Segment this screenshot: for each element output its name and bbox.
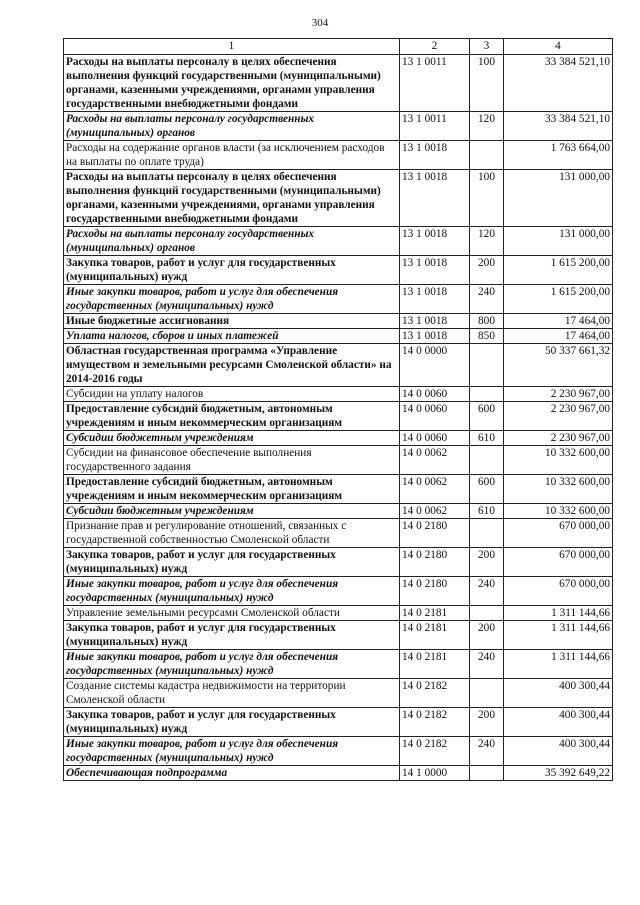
column-header: 3	[470, 39, 504, 55]
expense-type-cell: 610	[470, 431, 504, 446]
expense-name-cell: Областная государственная программа «Управление имуществом и земельными ресурсами Смоленской области» на 2014-2016 годы	[64, 344, 400, 387]
column-header: 2	[400, 39, 470, 55]
expense-type-cell: 100	[470, 170, 504, 227]
column-header: 4	[504, 39, 613, 55]
amount-cell: 10 332 600,00	[504, 504, 613, 519]
table-row	[64, 387, 613, 402]
expense-name-cell: Расходы на выплаты персоналу в целях обеспечения выполнения функций государственными (муниципальными) органами, казенными учреждениями, органами управления государственными внебюджетными фондами	[64, 170, 400, 227]
expense-name-cell: Расходы на выплаты персоналу в целях обеспечения выполнения функций государственными (муниципальными) органами, казенными учреждениями, органами управления государственными внебюджетными фондами	[64, 55, 400, 112]
amount-cell: 1 615 200,00	[504, 256, 613, 285]
target-code-cell: 14 0 2180	[400, 519, 470, 548]
amount-cell: 670 000,00	[504, 548, 613, 577]
table-row	[64, 621, 613, 650]
expense-name-cell: Уплата налогов, сборов и иных платежей	[64, 329, 400, 344]
page-number: 304	[311, 17, 329, 29]
target-code-cell: 13 1 0018	[400, 285, 470, 314]
target-code-cell: 13 1 0018	[400, 227, 470, 256]
table-row	[64, 431, 613, 446]
expense-type-cell: 200	[470, 548, 504, 577]
expense-type-cell: 850	[470, 329, 504, 344]
expense-name-cell: Управление земельными ресурсами Смоленской области	[64, 606, 400, 621]
amount-cell: 131 000,00	[504, 227, 613, 256]
table-row	[64, 141, 613, 170]
table-row	[64, 314, 613, 329]
expense-name-cell: Иные закупки товаров, работ и услуг для обеспечения государственных (муниципальных) нужд	[64, 650, 400, 679]
table-row	[64, 344, 613, 387]
target-code-cell: 13 1 0018	[400, 256, 470, 285]
target-code-cell: 14 1 0000	[400, 766, 470, 781]
amount-cell: 1 311 144,66	[504, 621, 613, 650]
table-row	[64, 475, 613, 504]
expense-type-cell: 240	[470, 737, 504, 766]
amount-cell: 50 337 661,32	[504, 344, 613, 387]
target-code-cell: 14 0 0062	[400, 504, 470, 519]
expense-name-cell: Создание системы кадастра недвижимости на территории Смоленской области	[64, 679, 400, 708]
amount-cell: 17 464,00	[504, 329, 613, 344]
expense-name-cell: Обеспечивающая подпрограмма	[64, 766, 400, 781]
amount-cell: 1 311 144,66	[504, 650, 613, 679]
expense-type-cell: 800	[470, 314, 504, 329]
amount-cell: 33 384 521,10	[504, 55, 613, 112]
target-code-cell: 14 0 0062	[400, 475, 470, 504]
expense-name-cell: Расходы на выплаты персоналу государственных (муниципальных) органов	[64, 112, 400, 141]
expense-type-cell: 100	[470, 55, 504, 112]
table-row	[64, 519, 613, 548]
table-header-row	[64, 39, 613, 55]
table-row	[64, 285, 613, 314]
target-code-cell: 13 1 0018	[400, 314, 470, 329]
expense-type-cell: 120	[470, 112, 504, 141]
amount-cell: 400 300,44	[504, 708, 613, 737]
amount-cell: 10 332 600,00	[504, 475, 613, 504]
table-row	[64, 679, 613, 708]
amount-cell: 400 300,44	[504, 737, 613, 766]
expense-name-cell: Иные бюджетные ассигнования	[64, 314, 400, 329]
target-code-cell: 14 0 0062	[400, 446, 470, 475]
target-code-cell: 14 0 2181	[400, 621, 470, 650]
amount-cell: 2 230 967,00	[504, 402, 613, 431]
expense-type-cell: 610	[470, 504, 504, 519]
expense-type-cell	[470, 344, 504, 387]
table-row	[64, 227, 613, 256]
target-code-cell: 14 0 2181	[400, 650, 470, 679]
expense-name-cell: Расходы на содержание органов власти (за исключением расходов на выплаты по оплате труда)	[64, 141, 400, 170]
amount-cell: 2 230 967,00	[504, 431, 613, 446]
expense-type-cell	[470, 606, 504, 621]
table-row	[64, 708, 613, 737]
expense-type-cell: 200	[470, 621, 504, 650]
expense-type-cell	[470, 387, 504, 402]
expense-type-cell: 240	[470, 285, 504, 314]
expense-name-cell: Признание прав и регулирование отношений, связанных с государственной собственностью Смоленской области	[64, 519, 400, 548]
expense-name-cell: Закупка товаров, работ и услуг для государственных (муниципальных) нужд	[64, 548, 400, 577]
target-code-cell: 14 0 2182	[400, 708, 470, 737]
amount-cell: 33 384 521,10	[504, 112, 613, 141]
expense-type-cell	[470, 141, 504, 170]
expense-name-cell: Субсидии бюджетным учреждениям	[64, 431, 400, 446]
table-row	[64, 737, 613, 766]
amount-cell: 1 763 664,00	[504, 141, 613, 170]
target-code-cell: 14 0 2182	[400, 737, 470, 766]
target-code-cell: 13 1 0011	[400, 112, 470, 141]
expense-type-cell: 600	[470, 402, 504, 431]
amount-cell: 1 615 200,00	[504, 285, 613, 314]
target-code-cell: 13 1 0018	[400, 141, 470, 170]
target-code-cell: 14 0 2180	[400, 548, 470, 577]
expense-name-cell: Иные закупки товаров, работ и услуг для обеспечения государственных (муниципальных) нужд	[64, 577, 400, 606]
table-row	[64, 606, 613, 621]
target-code-cell: 13 1 0018	[400, 170, 470, 227]
target-code-cell: 14 0 0060	[400, 402, 470, 431]
table-row	[64, 577, 613, 606]
expense-type-cell	[470, 519, 504, 548]
expense-name-cell: Субсидии на уплату налогов	[64, 387, 400, 402]
amount-cell: 17 464,00	[504, 314, 613, 329]
amount-cell: 400 300,44	[504, 679, 613, 708]
target-code-cell: 14 0 0060	[400, 387, 470, 402]
expense-name-cell: Иные закупки товаров, работ и услуг для обеспечения государственных (муниципальных) нужд	[64, 737, 400, 766]
table-row	[64, 55, 613, 112]
expense-type-cell: 600	[470, 475, 504, 504]
table-row	[64, 170, 613, 227]
table-row	[64, 504, 613, 519]
column-header: 1	[64, 39, 400, 55]
expense-type-cell: 240	[470, 650, 504, 679]
expense-type-cell: 200	[470, 708, 504, 737]
table-row	[64, 402, 613, 431]
target-code-cell: 14 0 0060	[400, 431, 470, 446]
expense-name-cell: Субсидии бюджетным учреждениям	[64, 504, 400, 519]
amount-cell: 1 311 144,66	[504, 606, 613, 621]
expense-type-cell: 120	[470, 227, 504, 256]
expense-name-cell: Закупка товаров, работ и услуг для государственных (муниципальных) нужд	[64, 256, 400, 285]
expense-name-cell: Предоставление субсидий бюджетным, автономным учреждениям и иным некоммерческим организациям	[64, 475, 400, 504]
amount-cell: 670 000,00	[504, 519, 613, 548]
table-row	[64, 256, 613, 285]
target-code-cell: 14 0 0000	[400, 344, 470, 387]
table-row	[64, 650, 613, 679]
target-code-cell: 14 0 2182	[400, 679, 470, 708]
expense-type-cell	[470, 446, 504, 475]
expense-type-cell	[470, 679, 504, 708]
amount-cell: 670 000,00	[504, 577, 613, 606]
amount-cell: 2 230 967,00	[504, 387, 613, 402]
table-row	[64, 329, 613, 344]
target-code-cell: 13 1 0018	[400, 329, 470, 344]
amount-cell: 131 000,00	[504, 170, 613, 227]
expense-name-cell: Предоставление субсидий бюджетным, автономным учреждениям и иным некоммерческим организациям	[64, 402, 400, 431]
expense-type-cell: 240	[470, 577, 504, 606]
table-row	[64, 112, 613, 141]
expense-name-cell: Расходы на выплаты персоналу государственных (муниципальных) органов	[64, 227, 400, 256]
table-row	[64, 766, 613, 781]
target-code-cell: 14 0 2181	[400, 606, 470, 621]
expense-name-cell: Закупка товаров, работ и услуг для государственных (муниципальных) нужд	[64, 621, 400, 650]
budget-table	[63, 38, 613, 781]
amount-cell: 35 392 649,22	[504, 766, 613, 781]
amount-cell: 10 332 600,00	[504, 446, 613, 475]
expense-type-cell: 200	[470, 256, 504, 285]
table-row	[64, 548, 613, 577]
target-code-cell: 13 1 0011	[400, 55, 470, 112]
expense-name-cell: Закупка товаров, работ и услуг для государственных (муниципальных) нужд	[64, 708, 400, 737]
target-code-cell: 14 0 2180	[400, 577, 470, 606]
table-row	[64, 446, 613, 475]
expense-name-cell: Иные закупки товаров, работ и услуг для обеспечения государственных (муниципальных) нужд	[64, 285, 400, 314]
expense-name-cell: Субсидии на финансовое обеспечение выполнения государственного задания	[64, 446, 400, 475]
expense-type-cell	[470, 766, 504, 781]
